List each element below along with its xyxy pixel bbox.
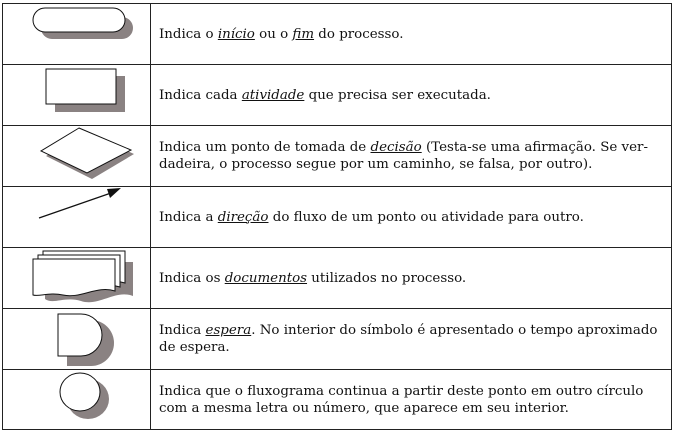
table-row [3,370,672,430]
terminator-symbol [3,5,150,63]
activity-rectangle-symbol [3,66,150,124]
flowchart-symbols-table [2,3,672,430]
symbol-cell [3,248,151,309]
description-cell: Indica cada atividade que precisa ser executada. [151,65,672,126]
description-cell: Indica a direção do fluxo de um ponto ou atividade para outro. [151,187,672,248]
symbol-cell [3,65,151,126]
symbol-cell [3,187,151,248]
table-row [3,309,672,370]
description-cell: Indica o início ou o fim do processo. [151,4,672,65]
connector-circle-symbol [3,371,150,429]
description-cell: Indica espera. No interior do símbolo é apresentado o tempo aproximado de espera. [151,309,672,370]
wait-delay-symbol [3,310,150,368]
description-cell: Indica os documentos utilizados no processo. [151,248,672,309]
table-row [3,126,672,187]
description-cell: Indica um ponto de tomada de decisão (Testa-se uma afirmação. Se ver- dadeira, o processo segue por um caminho, se falsa, por outro). [151,126,672,187]
symbol-cell [3,4,151,65]
table-row [3,65,672,126]
table-row [3,248,672,309]
table-row [3,187,672,248]
direction-arrow-symbol [3,188,150,246]
description-cell: Indica que o fluxograma continua a partir deste ponto em outro círculo com a mesma letra ou número, que aparece em seu interior. [151,370,672,430]
symbol-cell [3,370,151,430]
documents-symbol [3,249,150,307]
symbol-cell [3,126,151,187]
symbol-cell [3,309,151,370]
decision-diamond-symbol [3,127,150,185]
table-row [3,4,672,65]
